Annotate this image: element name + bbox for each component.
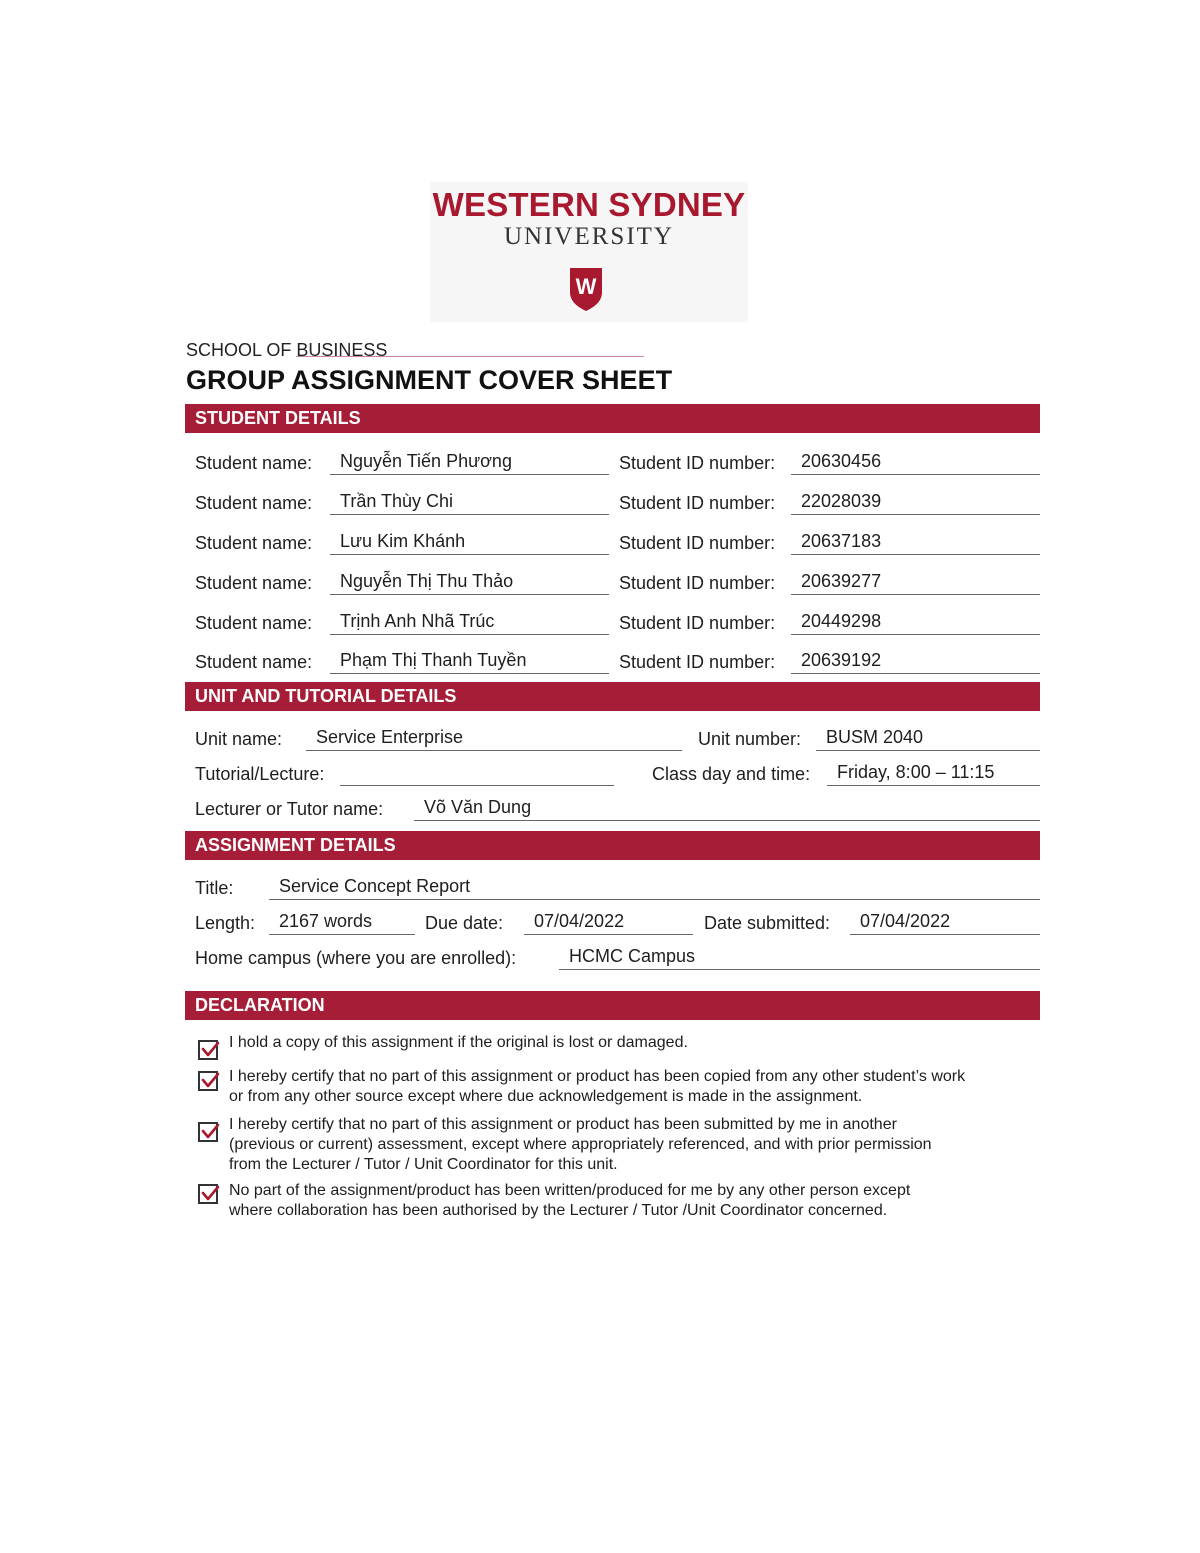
student-id-field[interactable]: 20630456 xyxy=(791,451,1040,475)
checkmark-icon xyxy=(201,1071,221,1091)
assignment-title-field[interactable]: Service Concept Report xyxy=(269,876,1040,900)
declaration-line: from the Lecturer / Tutor / Unit Coordinator for this unit. xyxy=(229,1156,618,1173)
student-id-label: Student ID number: xyxy=(619,533,776,553)
university-shield-icon xyxy=(568,266,604,312)
date-submitted-field[interactable]: 07/04/2022 xyxy=(850,911,1040,935)
student-id-label: Student ID number: xyxy=(619,652,776,672)
unit-name-label: Unit name: xyxy=(195,729,283,749)
declaration-line: I hereby certify that no part of this assignment or product has been submitted by me in another xyxy=(229,1116,897,1133)
declaration-line: I hereby certify that no part of this assignment or product has been copied from any other student’s work xyxy=(229,1068,966,1085)
student-name-field[interactable]: Nguyễn Thị Thu Thảo xyxy=(330,571,609,595)
declaration-checkbox[interactable] xyxy=(198,1071,218,1091)
section-assignment-details: ASSIGNMENT DETAILS xyxy=(185,831,1040,860)
tutorial-label: Tutorial/Lecture: xyxy=(195,764,325,784)
student-id-field[interactable]: 20449298 xyxy=(791,611,1040,635)
declaration-line: I hold a copy of this assignment if the original is lost or damaged. xyxy=(229,1034,688,1051)
declaration-text xyxy=(229,1067,1029,1107)
due-date-label: Due date: xyxy=(425,913,504,933)
student-name-field[interactable]: Trịnh Anh Nhã Trúc xyxy=(330,611,609,635)
declaration-line: or from any other source except where due acknowledgement is made in the assignment. xyxy=(229,1088,863,1105)
student-id-label: Student ID number: xyxy=(619,453,776,473)
assignment-title-label: Title: xyxy=(195,878,234,898)
university-logo-name: WESTERN SYDNEY xyxy=(432,186,746,223)
student-id-field[interactable]: 20639192 xyxy=(791,650,1040,674)
campus-label: Home campus (where you are enrolled): xyxy=(195,948,517,968)
student-name-field[interactable]: Lưu Kim Khánh xyxy=(330,531,609,555)
date-submitted-label: Date submitted: xyxy=(704,913,831,933)
class-time-label: Class day and time: xyxy=(652,764,811,784)
declaration-line: No part of the assignment/product has been written/produced for me by any other person except xyxy=(229,1182,911,1199)
declaration-line: (previous or current) assessment, except where appropriately referenced, and with prior permission xyxy=(229,1136,932,1153)
student-name-field[interactable]: Nguyễn Tiến Phương xyxy=(330,451,609,475)
page-title: GROUP ASSIGNMENT COVER SHEET xyxy=(186,365,673,395)
tutorial-field[interactable] xyxy=(340,762,614,786)
length-label: Length: xyxy=(195,913,256,933)
student-name-label: Student name: xyxy=(195,533,313,553)
student-name-label: Student name: xyxy=(195,453,313,473)
student-id-field[interactable]: 20639277 xyxy=(791,571,1040,595)
checkmark-icon xyxy=(201,1122,221,1142)
campus-field[interactable]: HCMC Campus xyxy=(559,946,1040,970)
class-time-field[interactable]: Friday, 8:00 – 11:15 xyxy=(827,762,1040,786)
student-name-field[interactable]: Phạm Thị Thanh Tuyền xyxy=(330,650,609,674)
school-underline xyxy=(296,356,644,357)
declaration-text xyxy=(229,1115,1029,1175)
student-name-label: Student name: xyxy=(195,573,313,593)
school-name: SCHOOL OF BUSINESS xyxy=(186,340,388,360)
student-id-field[interactable]: 22028039 xyxy=(791,491,1040,515)
declaration-line: where collaboration has been authorised by the Lecturer / Tutor /Unit Coordinator concerned. xyxy=(229,1202,888,1219)
due-date-field[interactable]: 07/04/2022 xyxy=(524,911,693,935)
checkmark-icon xyxy=(201,1040,221,1060)
section-declaration: DECLARATION xyxy=(185,991,1040,1020)
declaration-checkbox[interactable] xyxy=(198,1040,218,1060)
student-id-label: Student ID number: xyxy=(619,493,776,513)
section-student-details: STUDENT DETAILS xyxy=(185,404,1040,433)
declaration-text xyxy=(229,1033,1029,1053)
student-id-label: Student ID number: xyxy=(619,573,776,593)
student-id-field[interactable]: 20637183 xyxy=(791,531,1040,555)
declaration-text xyxy=(229,1181,1029,1221)
unit-number-label: Unit number: xyxy=(698,729,802,749)
declaration-checkbox[interactable] xyxy=(198,1184,218,1204)
length-field[interactable]: 2167 words xyxy=(269,911,415,935)
checkmark-icon xyxy=(201,1184,221,1204)
unit-number-field[interactable]: BUSM 2040 xyxy=(816,727,1040,751)
declaration-checkbox[interactable] xyxy=(198,1122,218,1142)
student-id-label: Student ID number: xyxy=(619,613,776,633)
shield-letter: W xyxy=(575,274,597,299)
student-name-label: Student name: xyxy=(195,493,313,513)
lecturer-label: Lecturer or Tutor name: xyxy=(195,799,384,819)
section-unit-details: UNIT AND TUTORIAL DETAILS xyxy=(185,682,1040,711)
unit-name-field[interactable]: Service Enterprise xyxy=(306,727,682,751)
student-name-field[interactable]: Trần Thùy Chi xyxy=(330,491,609,515)
lecturer-field[interactable]: Võ Văn Dung xyxy=(414,797,1040,821)
student-name-label: Student name: xyxy=(195,613,313,633)
student-name-label: Student name: xyxy=(195,652,313,672)
university-logo-sub: UNIVERSITY xyxy=(504,223,674,250)
